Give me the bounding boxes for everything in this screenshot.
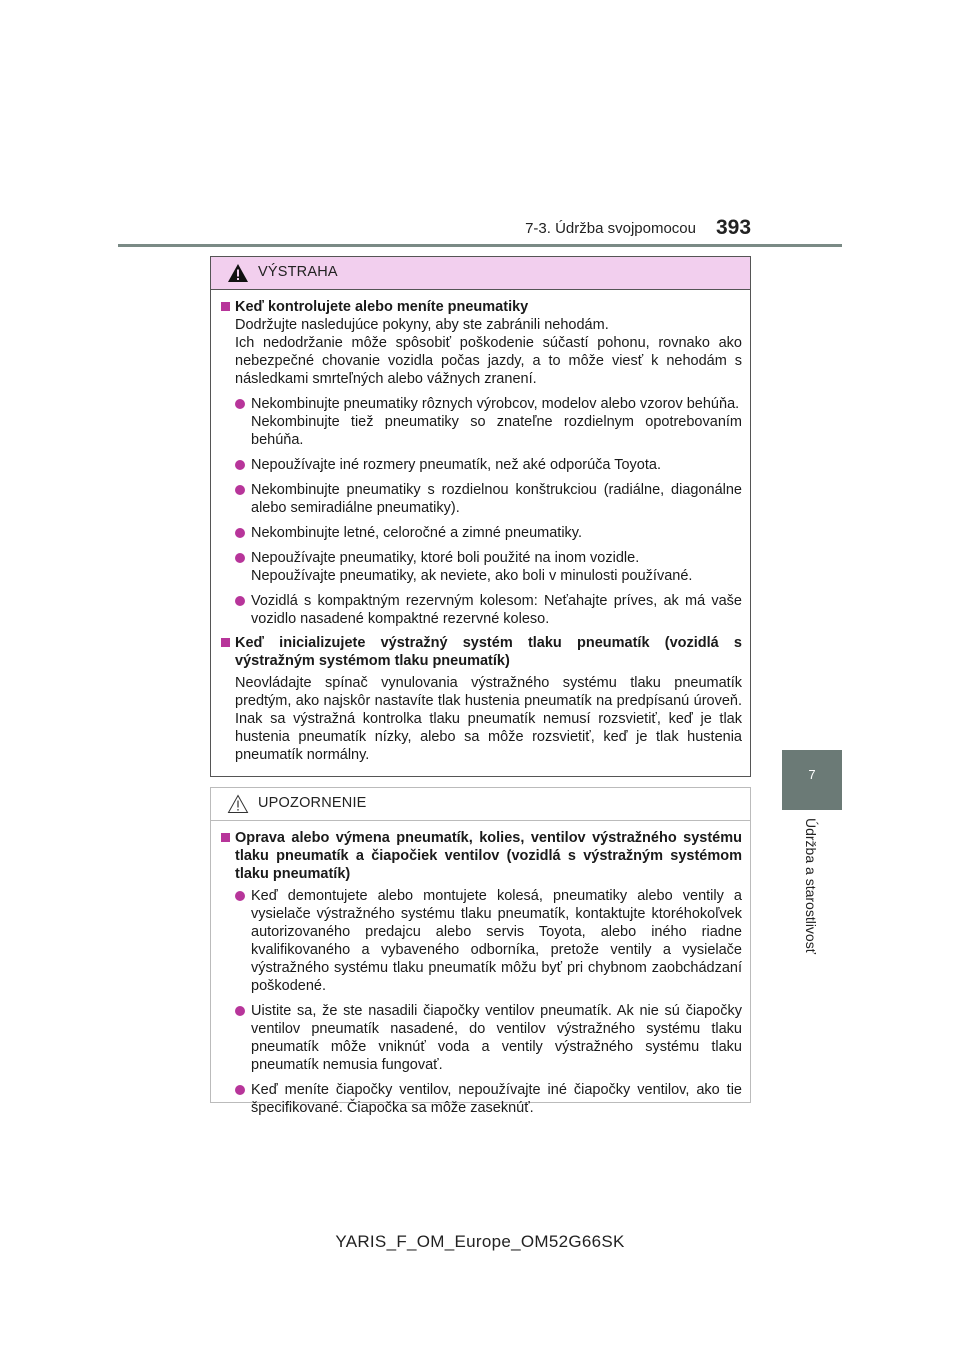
warning-content [211, 290, 750, 764]
section-header: 7-3. Údržba svojpomocou [525, 220, 696, 237]
paragraph: Ich nedodržanie môže spôsobiť poškodenie súčastí pohonu, rovnako ako nebezpečné chovanie vozidla počas jazdy, a to môže viesť k nehodám s následkami smrteľných alebo vážnych zranení. [235, 335, 742, 387]
caution-header [211, 788, 750, 821]
header-divider [118, 244, 842, 247]
list-item: Keď meníte čiapočky ventilov, nepoužívajte iné čiapočky ventilov, ako tie špecifikované. Čiapočka sa môže zaseknúť. [221, 1081, 742, 1117]
list-item: Uistite sa, že ste nasadili čiapočky ventilov pneumatík. Ak nie sú čiapočky ventilov pneumatík nasadené, do ventilov výstražného systému tlaku pneumatík môže vniknúť voda a ventily výstražného systému tlaku pneumatík nemusia fungovať. [221, 1002, 742, 1074]
warning-section-title: Keď inicializujete výstražný systém tlaku pneumatík (vozidlá s výstražným systémom tlaku pneumatík) [221, 634, 742, 670]
caution-box [210, 787, 751, 1116]
bullet-dot-icon [235, 528, 245, 538]
bullet-dot-icon [235, 891, 245, 901]
caution-title: UPOZORNENIE [258, 795, 367, 811]
bullet-dot-icon [235, 1006, 245, 1016]
square-bullet-icon [221, 833, 230, 842]
warning-title: VÝSTRAHA [258, 264, 338, 280]
bullet-dot-icon [235, 553, 245, 563]
square-bullet-icon [221, 638, 230, 647]
list-item: Nepoužívajte iné rozmery pneumatík, než aké odporúča Toyota. [221, 456, 742, 474]
bullet-dot-icon [235, 596, 245, 606]
list-item: Nekombinujte pneumatiky rôznych výrobcov, modelov alebo vzorov behúňa. Nekombinujte tiež pneumatiky so znateľne rozdielnym opotrebovaním behúňa. [221, 395, 742, 449]
warning-header [211, 257, 750, 290]
paragraph: Dodržujte nasledujúce pokyny, aby ste zabránili nehodám. [235, 317, 609, 333]
chapter-tab[interactable] [782, 750, 842, 810]
chapter-label: Údržba a starostlivosť [803, 818, 819, 954]
bullet-dot-icon [235, 399, 245, 409]
list-item: Nekombinujte pneumatiky s rozdielnou konštrukciou (radiálne, diagonálne alebo semiradiálne pneumatiky). [221, 481, 742, 517]
warning-section-title: Keď kontrolujete alebo meníte pneumatiky [221, 298, 742, 316]
list-item: Nekombinujte letné, celoročné a zimné pneumatiky. [221, 524, 742, 542]
page-number: 393 [716, 216, 752, 239]
paragraph: Neovládajte spínač vynulovania výstražného systému tlaku pneumatík predtým, ako najskôr nastavíte tlak hustenia pneumatík na predpísanú úroveň. Inak sa výstražná kontrolka tlaku pneumatík nemusí rozsvietiť, keď je tlak hustenia pneumatík nízky, alebo sa môže rozsvietiť, keď je tlak hustenia pneumatík normálny. [235, 675, 742, 763]
list-item: Vozidlá s kompaktným rezervným kolesom: Neťahajte príves, ak má vaše vozidlo nasadené kompaktné rezervné koleso. [221, 592, 742, 628]
warning-box [210, 256, 751, 777]
list-item: Nepoužívajte pneumatiky, ktoré boli použité na inom vozidle. Nepoužívajte pneumatiky, ak neviete, ako boli v minulosti používané. [221, 549, 742, 585]
caution-section-title: Oprava alebo výmena pneumatík, kolies, ventilov výstražného systému tlaku pneumatík a čiapočiek ventilov (vozidlá s výstražným systémom tlaku pneumatík) [221, 829, 742, 883]
list-item: Keď demontujete alebo montujete kolesá, pneumatiky alebo ventily a vysielače výstražného systému tlaku pneumatík, kontaktujte ktoréhokoľvek autorizovaného predajcu alebo servis Toyota, alebo iného riadne kvalifikovaného a vybaveného odborníka, pretože ventily a vysielače výstražného systému tlaku pneumatík môžu byť pri chybnom zaobchádzaní poškodené. [221, 887, 742, 995]
caution-content [211, 821, 750, 1117]
bullet-dot-icon [235, 460, 245, 470]
caution-triangle-icon [227, 794, 249, 814]
warning-triangle-icon [227, 263, 249, 283]
document-code: YARIS_F_OM_Europe_OM52G66SK [335, 1232, 625, 1251]
square-bullet-icon [221, 302, 230, 311]
bullet-dot-icon [235, 1085, 245, 1095]
chapter-number: 7 [808, 767, 816, 782]
bullet-dot-icon [235, 485, 245, 495]
